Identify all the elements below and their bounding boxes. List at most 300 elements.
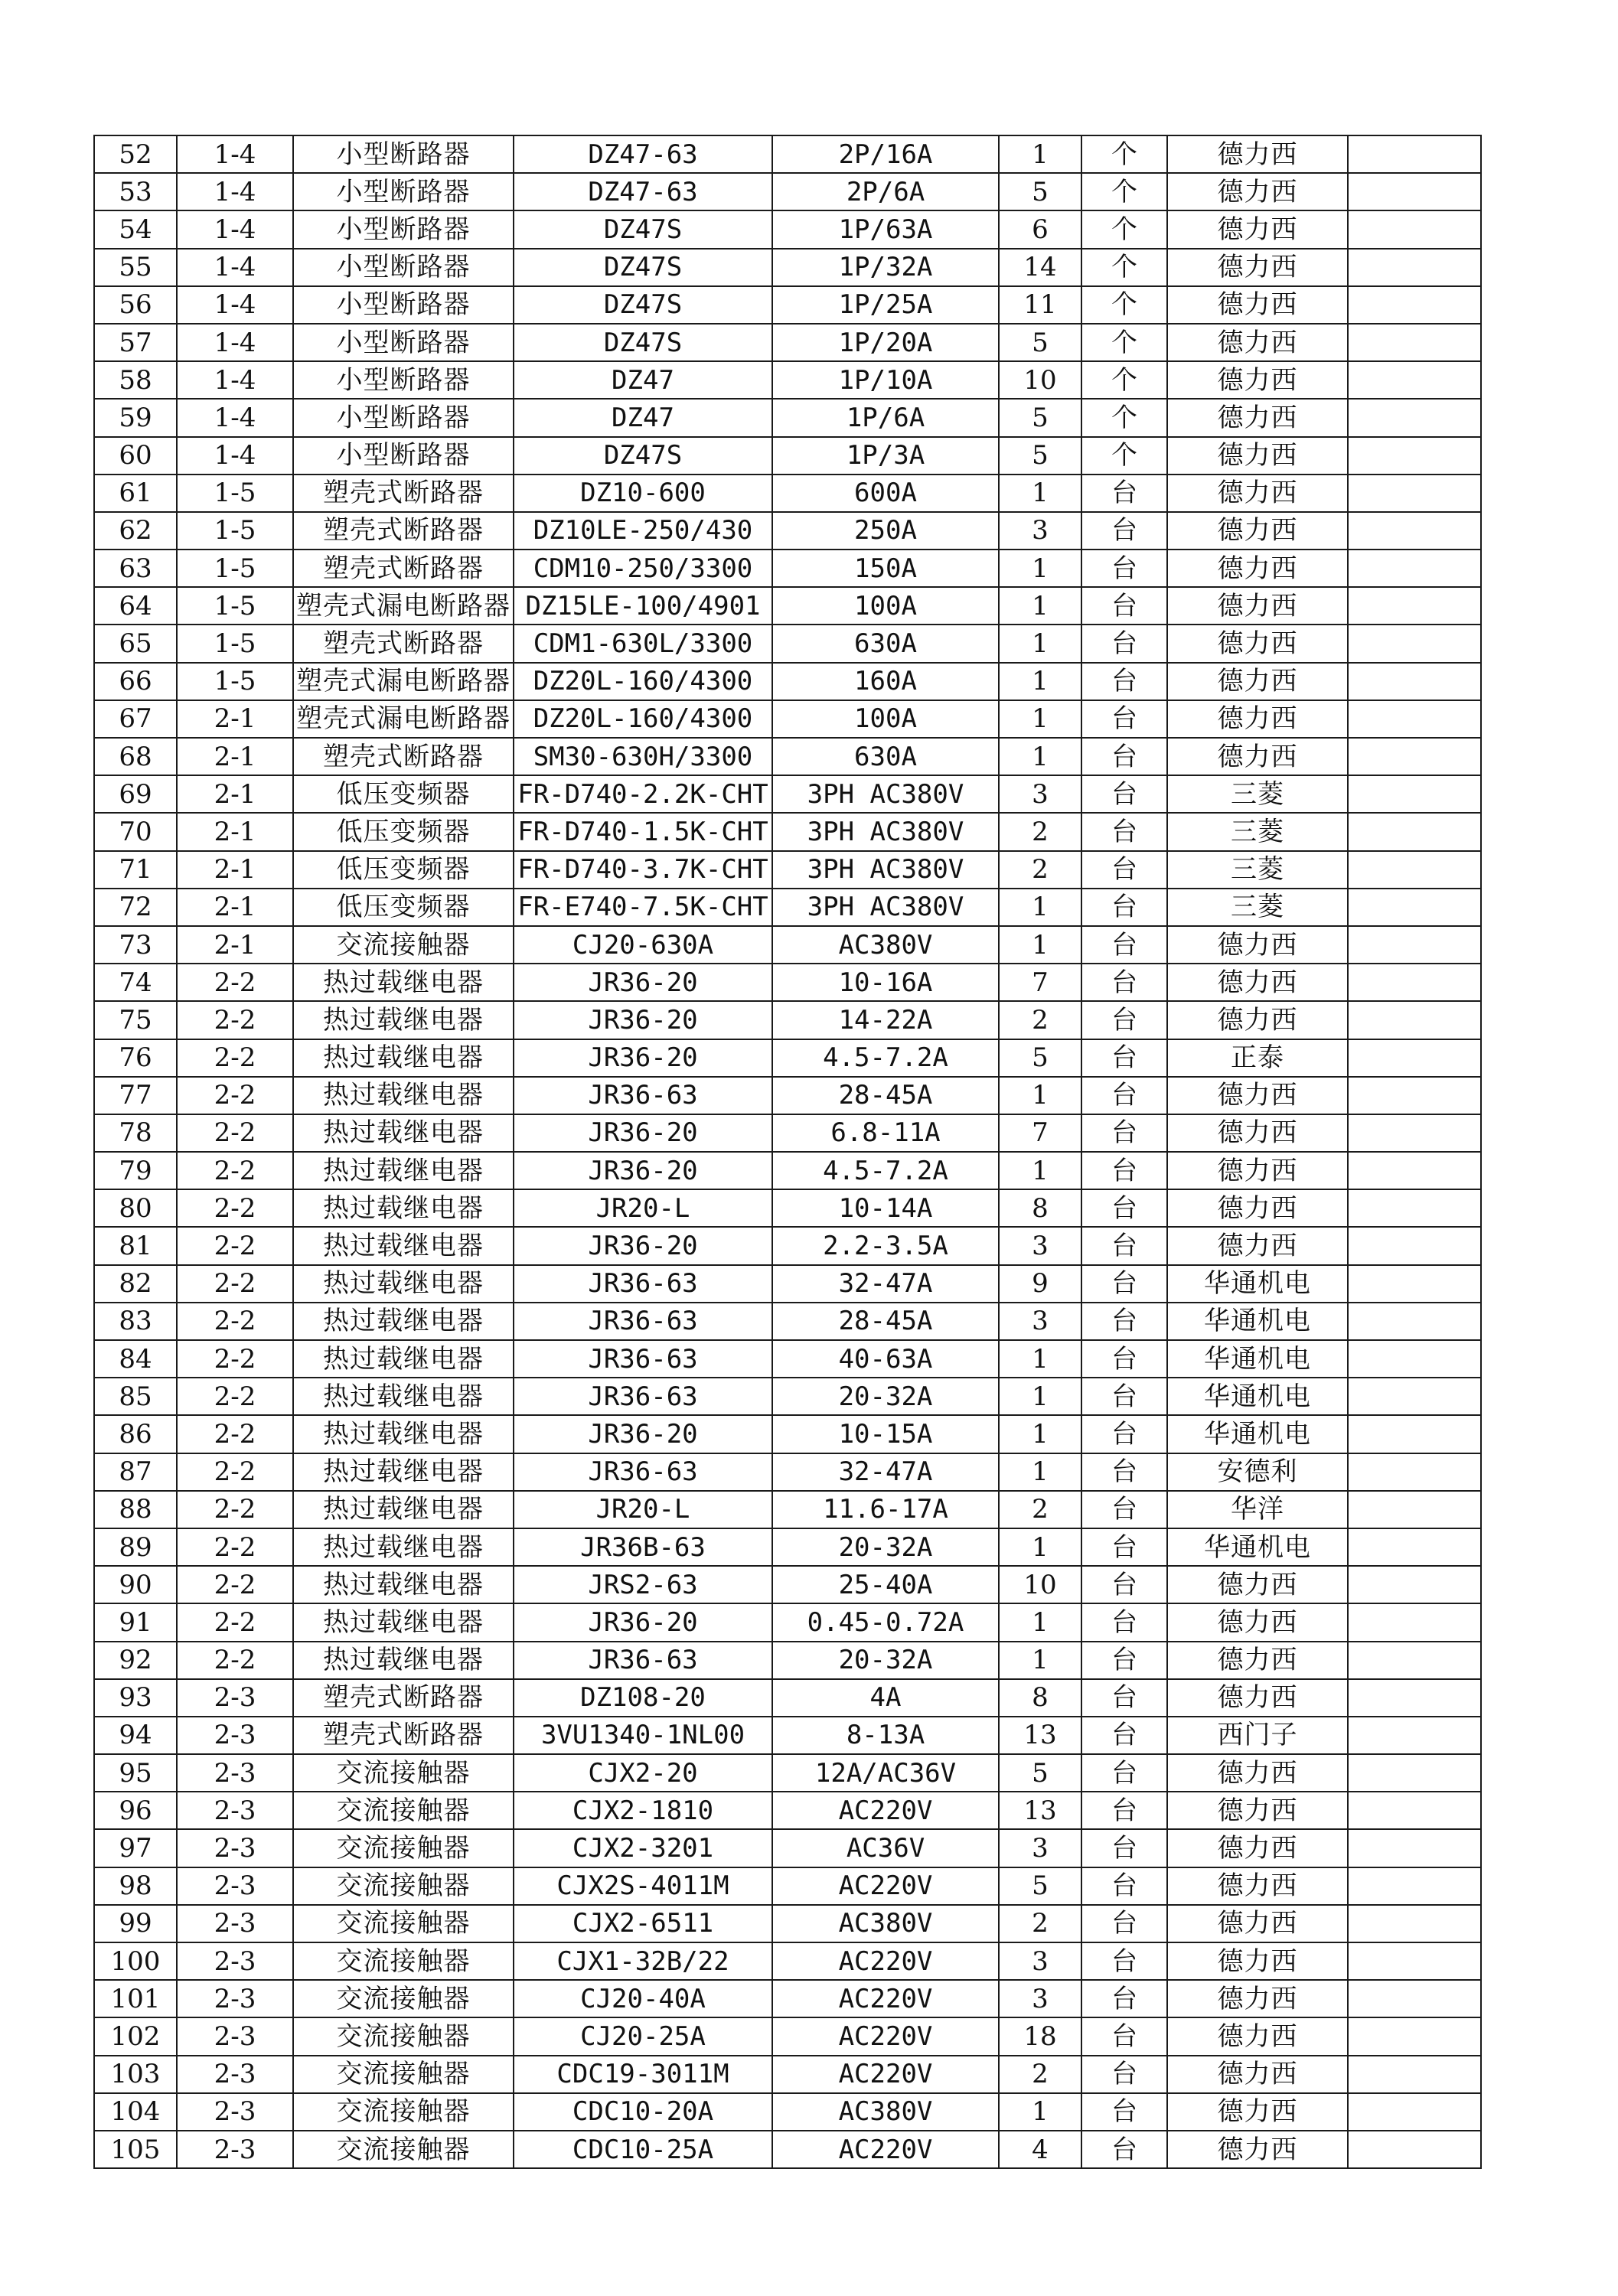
location-code-cell: 2-3 <box>177 2093 293 2131</box>
item-name-cell: 小型断路器 <box>293 135 514 173</box>
note-cell <box>1348 625 1481 662</box>
row-number-cell: 102 <box>94 2017 177 2055</box>
item-name-cell: 塑壳式漏电断路器 <box>293 700 514 738</box>
brand-cell: 德力西 <box>1167 1227 1348 1264</box>
item-name-cell: 热过载继电器 <box>293 1378 514 1415</box>
note-cell <box>1348 2093 1481 2131</box>
spec-cell: 2P/16A <box>772 135 999 173</box>
row-number-cell: 56 <box>94 286 177 324</box>
model-cell: FR-D740-1.5K-CHT <box>514 813 772 850</box>
row-number-cell: 78 <box>94 1114 177 1152</box>
row-number-cell: 64 <box>94 587 177 625</box>
location-code-cell: 2-2 <box>177 1152 293 1189</box>
spec-cell: AC380V <box>772 926 999 964</box>
spec-cell: 1P/20A <box>772 324 999 361</box>
location-code-cell: 2-2 <box>177 1265 293 1303</box>
table-row <box>94 1227 1481 1264</box>
item-name-cell: 塑壳式断路器 <box>293 475 514 512</box>
table-row <box>94 738 1481 775</box>
location-code-cell: 2-2 <box>177 1642 293 1679</box>
unit-cell: 个 <box>1081 286 1167 324</box>
brand-cell: 德力西 <box>1167 249 1348 286</box>
table-row <box>94 550 1481 587</box>
location-code-cell: 2-2 <box>177 1001 293 1039</box>
row-number-cell: 92 <box>94 1642 177 1679</box>
quantity-cell: 5 <box>999 437 1081 475</box>
location-code-cell: 1-4 <box>177 249 293 286</box>
brand-cell: 德力西 <box>1167 286 1348 324</box>
brand-cell: 德力西 <box>1167 700 1348 738</box>
note-cell <box>1348 2017 1481 2055</box>
item-name-cell: 热过载继电器 <box>293 1453 514 1491</box>
model-cell: JR20-L <box>514 1491 772 1528</box>
model-cell: JR36-20 <box>514 1114 772 1152</box>
quantity-cell: 1 <box>999 663 1081 700</box>
quantity-cell: 5 <box>999 1754 1081 1792</box>
quantity-cell: 1 <box>999 1077 1081 1114</box>
row-number-cell: 75 <box>94 1001 177 1039</box>
location-code-cell: 1-4 <box>177 437 293 475</box>
brand-cell: 德力西 <box>1167 587 1348 625</box>
quantity-cell: 2 <box>999 1905 1081 1942</box>
row-number-cell: 89 <box>94 1528 177 1566</box>
spec-cell: 3PH AC380V <box>772 775 999 813</box>
location-code-cell: 1-5 <box>177 625 293 662</box>
table-row <box>94 926 1481 964</box>
unit-cell: 台 <box>1081 1905 1167 1942</box>
brand-cell: 德力西 <box>1167 1189 1348 1227</box>
unit-cell: 台 <box>1081 512 1167 550</box>
location-code-cell: 2-1 <box>177 889 293 926</box>
note-cell <box>1348 738 1481 775</box>
table-row <box>94 700 1481 738</box>
location-code-cell: 2-1 <box>177 738 293 775</box>
location-code-cell: 2-2 <box>177 1227 293 1264</box>
quantity-cell: 2 <box>999 813 1081 850</box>
note-cell <box>1348 1378 1481 1415</box>
model-cell: FR-E740-7.5K-CHT <box>514 889 772 926</box>
quantity-cell: 13 <box>999 1717 1081 1754</box>
note-cell <box>1348 1453 1481 1491</box>
spec-cell: 28-45A <box>772 1303 999 1340</box>
note-cell <box>1348 775 1481 813</box>
unit-cell: 台 <box>1081 964 1167 1001</box>
note-cell <box>1348 1189 1481 1227</box>
unit-cell: 台 <box>1081 1679 1167 1717</box>
spec-cell: 11.6-17A <box>772 1491 999 1528</box>
spec-cell: AC220V <box>772 1980 999 2017</box>
note-cell <box>1348 587 1481 625</box>
model-cell: DZ10-600 <box>514 475 772 512</box>
row-number-cell: 74 <box>94 964 177 1001</box>
item-name-cell: 热过载继电器 <box>293 1415 514 1453</box>
row-number-cell: 61 <box>94 475 177 512</box>
model-cell: CDC10-25A <box>514 2131 772 2168</box>
unit-cell: 台 <box>1081 1566 1167 1603</box>
quantity-cell: 1 <box>999 926 1081 964</box>
unit-cell: 台 <box>1081 2017 1167 2055</box>
unit-cell: 台 <box>1081 2131 1167 2168</box>
unit-cell: 台 <box>1081 2056 1167 2093</box>
brand-cell: 德力西 <box>1167 1077 1348 1114</box>
note-cell <box>1348 700 1481 738</box>
brand-cell: 德力西 <box>1167 550 1348 587</box>
item-name-cell: 热过载继电器 <box>293 1603 514 1641</box>
spec-cell: 14-22A <box>772 1001 999 1039</box>
quantity-cell: 2 <box>999 851 1081 889</box>
row-number-cell: 100 <box>94 1942 177 1980</box>
note-cell <box>1348 1679 1481 1717</box>
unit-cell: 台 <box>1081 1942 1167 1980</box>
table-row <box>94 1942 1481 1980</box>
row-number-cell: 82 <box>94 1265 177 1303</box>
location-code-cell: 1-4 <box>177 286 293 324</box>
table-row <box>94 663 1481 700</box>
location-code-cell: 2-3 <box>177 2017 293 2055</box>
model-cell: JR20-L <box>514 1189 772 1227</box>
row-number-cell: 97 <box>94 1829 177 1867</box>
brand-cell: 德力西 <box>1167 1905 1348 1942</box>
model-cell: JR36-63 <box>514 1303 772 1340</box>
model-cell: FR-D740-3.7K-CHT <box>514 851 772 889</box>
model-cell: DZ10LE-250/430 <box>514 512 772 550</box>
note-cell <box>1348 1152 1481 1189</box>
note-cell <box>1348 135 1481 173</box>
row-number-cell: 81 <box>94 1227 177 1264</box>
note-cell <box>1348 1754 1481 1792</box>
brand-cell: 三菱 <box>1167 889 1348 926</box>
unit-cell: 台 <box>1081 550 1167 587</box>
item-name-cell: 小型断路器 <box>293 286 514 324</box>
note-cell <box>1348 813 1481 850</box>
model-cell: JR36-20 <box>514 1415 772 1453</box>
spec-cell: 4.5-7.2A <box>772 1039 999 1077</box>
equipment-table <box>93 135 1482 2169</box>
quantity-cell: 1 <box>999 475 1081 512</box>
note-cell <box>1348 1867 1481 1905</box>
model-cell: JR36-63 <box>514 1340 772 1378</box>
table-row <box>94 775 1481 813</box>
model-cell: DZ47S <box>514 437 772 475</box>
location-code-cell: 2-3 <box>177 1867 293 1905</box>
note-cell <box>1348 550 1481 587</box>
table-row <box>94 1340 1481 1378</box>
model-cell: JR36-20 <box>514 1001 772 1039</box>
quantity-cell: 1 <box>999 550 1081 587</box>
model-cell: CJX2-3201 <box>514 1829 772 1867</box>
table-row <box>94 2017 1481 2055</box>
brand-cell: 西门子 <box>1167 1717 1348 1754</box>
brand-cell: 德力西 <box>1167 1679 1348 1717</box>
note-cell <box>1348 1491 1481 1528</box>
unit-cell: 台 <box>1081 1754 1167 1792</box>
quantity-cell: 3 <box>999 1942 1081 1980</box>
note-cell <box>1348 210 1481 248</box>
row-number-cell: 53 <box>94 173 177 210</box>
quantity-cell: 5 <box>999 173 1081 210</box>
item-name-cell: 低压变频器 <box>293 851 514 889</box>
note-cell <box>1348 1528 1481 1566</box>
item-name-cell: 热过载继电器 <box>293 964 514 1001</box>
spec-cell: 160A <box>772 663 999 700</box>
location-code-cell: 1-4 <box>177 173 293 210</box>
note-cell <box>1348 173 1481 210</box>
table-row <box>94 173 1481 210</box>
row-number-cell: 59 <box>94 399 177 436</box>
brand-cell: 德力西 <box>1167 2017 1348 2055</box>
quantity-cell: 1 <box>999 1528 1081 1566</box>
location-code-cell: 2-2 <box>177 1378 293 1415</box>
model-cell: SM30-630H/3300 <box>514 738 772 775</box>
model-cell: DZ47 <box>514 399 772 436</box>
quantity-cell: 10 <box>999 1566 1081 1603</box>
brand-cell: 德力西 <box>1167 135 1348 173</box>
table-row <box>94 2056 1481 2093</box>
brand-cell: 德力西 <box>1167 437 1348 475</box>
location-code-cell: 2-3 <box>177 2056 293 2093</box>
note-cell <box>1348 475 1481 512</box>
note-cell <box>1348 1829 1481 1867</box>
item-name-cell: 交流接触器 <box>293 2017 514 2055</box>
brand-cell: 华通机电 <box>1167 1528 1348 1566</box>
quantity-cell: 3 <box>999 1303 1081 1340</box>
unit-cell: 台 <box>1081 1642 1167 1679</box>
brand-cell: 德力西 <box>1167 2131 1348 2168</box>
quantity-cell: 1 <box>999 1152 1081 1189</box>
brand-cell: 正泰 <box>1167 1039 1348 1077</box>
brand-cell: 德力西 <box>1167 1867 1348 1905</box>
quantity-cell: 1 <box>999 625 1081 662</box>
spec-cell: AC380V <box>772 1905 999 1942</box>
quantity-cell: 1 <box>999 889 1081 926</box>
item-name-cell: 热过载继电器 <box>293 1039 514 1077</box>
item-name-cell: 低压变频器 <box>293 813 514 850</box>
model-cell: DZ47-63 <box>514 135 772 173</box>
row-number-cell: 65 <box>94 625 177 662</box>
location-code-cell: 2-3 <box>177 1792 293 1829</box>
table-body <box>94 135 1481 2168</box>
table-row <box>94 1717 1481 1754</box>
location-code-cell: 1-4 <box>177 324 293 361</box>
item-name-cell: 塑壳式漏电断路器 <box>293 663 514 700</box>
spec-cell: 10-14A <box>772 1189 999 1227</box>
row-number-cell: 54 <box>94 210 177 248</box>
unit-cell: 台 <box>1081 1265 1167 1303</box>
location-code-cell: 2-2 <box>177 1303 293 1340</box>
quantity-cell: 5 <box>999 399 1081 436</box>
location-code-cell: 1-5 <box>177 512 293 550</box>
item-name-cell: 热过载继电器 <box>293 1227 514 1264</box>
model-cell: JRS2-63 <box>514 1566 772 1603</box>
spec-cell: 25-40A <box>772 1566 999 1603</box>
row-number-cell: 105 <box>94 2131 177 2168</box>
location-code-cell: 2-3 <box>177 1754 293 1792</box>
table-row <box>94 1265 1481 1303</box>
quantity-cell: 10 <box>999 361 1081 399</box>
spec-cell: 150A <box>772 550 999 587</box>
brand-cell: 德力西 <box>1167 1642 1348 1679</box>
unit-cell: 台 <box>1081 1077 1167 1114</box>
brand-cell: 德力西 <box>1167 1792 1348 1829</box>
unit-cell: 台 <box>1081 475 1167 512</box>
brand-cell: 德力西 <box>1167 1603 1348 1641</box>
brand-cell: 德力西 <box>1167 738 1348 775</box>
unit-cell: 个 <box>1081 210 1167 248</box>
row-number-cell: 67 <box>94 700 177 738</box>
note-cell <box>1348 851 1481 889</box>
brand-cell: 德力西 <box>1167 964 1348 1001</box>
model-cell: 3VU1340-1NL00 <box>514 1717 772 1754</box>
spec-cell: 2.2-3.5A <box>772 1227 999 1264</box>
unit-cell: 台 <box>1081 587 1167 625</box>
quantity-cell: 9 <box>999 1265 1081 1303</box>
item-name-cell: 交流接触器 <box>293 2056 514 2093</box>
model-cell: DZ20L-160/4300 <box>514 700 772 738</box>
item-name-cell: 小型断路器 <box>293 249 514 286</box>
brand-cell: 华洋 <box>1167 1491 1348 1528</box>
brand-cell: 德力西 <box>1167 926 1348 964</box>
table-row <box>94 2093 1481 2131</box>
unit-cell: 个 <box>1081 437 1167 475</box>
item-name-cell: 热过载继电器 <box>293 1528 514 1566</box>
location-code-cell: 2-3 <box>177 1717 293 1754</box>
location-code-cell: 2-2 <box>177 1039 293 1077</box>
spec-cell: 1P/10A <box>772 361 999 399</box>
row-number-cell: 68 <box>94 738 177 775</box>
spec-cell: 32-47A <box>772 1265 999 1303</box>
row-number-cell: 91 <box>94 1603 177 1641</box>
unit-cell: 台 <box>1081 738 1167 775</box>
note-cell <box>1348 399 1481 436</box>
spec-cell: 1P/6A <box>772 399 999 436</box>
item-name-cell: 交流接触器 <box>293 1905 514 1942</box>
model-cell: CDM10-250/3300 <box>514 550 772 587</box>
unit-cell: 台 <box>1081 1867 1167 1905</box>
brand-cell: 德力西 <box>1167 1980 1348 2017</box>
quantity-cell: 2 <box>999 1001 1081 1039</box>
note-cell <box>1348 1303 1481 1340</box>
item-name-cell: 塑壳式断路器 <box>293 1717 514 1754</box>
quantity-cell: 3 <box>999 512 1081 550</box>
row-number-cell: 95 <box>94 1754 177 1792</box>
table-row <box>94 889 1481 926</box>
model-cell: JR36B-63 <box>514 1528 772 1566</box>
table-row <box>94 1905 1481 1942</box>
row-number-cell: 87 <box>94 1453 177 1491</box>
unit-cell: 台 <box>1081 1303 1167 1340</box>
item-name-cell: 交流接触器 <box>293 1980 514 2017</box>
model-cell: CDC19-3011M <box>514 2056 772 2093</box>
spec-cell: 12A/AC36V <box>772 1754 999 1792</box>
table-row <box>94 437 1481 475</box>
brand-cell: 德力西 <box>1167 1114 1348 1152</box>
brand-cell: 三菱 <box>1167 813 1348 850</box>
item-name-cell: 小型断路器 <box>293 173 514 210</box>
location-code-cell: 1-4 <box>177 135 293 173</box>
item-name-cell: 交流接触器 <box>293 1829 514 1867</box>
row-number-cell: 77 <box>94 1077 177 1114</box>
row-number-cell: 98 <box>94 1867 177 1905</box>
spec-cell: AC220V <box>772 2131 999 2168</box>
note-cell <box>1348 964 1481 1001</box>
quantity-cell: 1 <box>999 135 1081 173</box>
note-cell <box>1348 1942 1481 1980</box>
spec-cell: 28-45A <box>772 1077 999 1114</box>
spec-cell: 32-47A <box>772 1453 999 1491</box>
note-cell <box>1348 1039 1481 1077</box>
unit-cell: 台 <box>1081 1152 1167 1189</box>
location-code-cell: 1-5 <box>177 663 293 700</box>
quantity-cell: 1 <box>999 1340 1081 1378</box>
unit-cell: 台 <box>1081 1001 1167 1039</box>
unit-cell: 台 <box>1081 1114 1167 1152</box>
table-row <box>94 1077 1481 1114</box>
row-number-cell: 96 <box>94 1792 177 1829</box>
location-code-cell: 2-2 <box>177 1340 293 1378</box>
location-code-cell: 2-1 <box>177 700 293 738</box>
model-cell: JR36-20 <box>514 1227 772 1264</box>
quantity-cell: 11 <box>999 286 1081 324</box>
item-name-cell: 交流接触器 <box>293 926 514 964</box>
model-cell: DZ47-63 <box>514 173 772 210</box>
brand-cell: 德力西 <box>1167 475 1348 512</box>
unit-cell: 台 <box>1081 1980 1167 2017</box>
quantity-cell: 5 <box>999 1039 1081 1077</box>
model-cell: JR36-63 <box>514 1453 772 1491</box>
unit-cell: 台 <box>1081 889 1167 926</box>
item-name-cell: 塑壳式断路器 <box>293 512 514 550</box>
item-name-cell: 塑壳式断路器 <box>293 738 514 775</box>
location-code-cell: 2-2 <box>177 1114 293 1152</box>
location-code-cell: 2-2 <box>177 1453 293 1491</box>
spec-cell: 600A <box>772 475 999 512</box>
table-row <box>94 1642 1481 1679</box>
location-code-cell: 2-3 <box>177 1905 293 1942</box>
location-code-cell: 2-2 <box>177 1603 293 1641</box>
spec-cell: 20-32A <box>772 1378 999 1415</box>
unit-cell: 台 <box>1081 1227 1167 1264</box>
location-code-cell: 2-3 <box>177 1980 293 2017</box>
row-number-cell: 94 <box>94 1717 177 1754</box>
spec-cell: 100A <box>772 587 999 625</box>
brand-cell: 德力西 <box>1167 1754 1348 1792</box>
note-cell <box>1348 1077 1481 1114</box>
table-row <box>94 1566 1481 1603</box>
note-cell <box>1348 249 1481 286</box>
row-number-cell: 57 <box>94 324 177 361</box>
table-row <box>94 324 1481 361</box>
quantity-cell: 6 <box>999 210 1081 248</box>
item-name-cell: 交流接触器 <box>293 1754 514 1792</box>
spec-cell: 10-15A <box>772 1415 999 1453</box>
unit-cell: 台 <box>1081 625 1167 662</box>
spec-cell: 250A <box>772 512 999 550</box>
model-cell: CJ20-40A <box>514 1980 772 2017</box>
location-code-cell: 2-3 <box>177 1829 293 1867</box>
row-number-cell: 85 <box>94 1378 177 1415</box>
brand-cell: 德力西 <box>1167 663 1348 700</box>
note-cell <box>1348 1265 1481 1303</box>
note-cell <box>1348 286 1481 324</box>
brand-cell: 三菱 <box>1167 775 1348 813</box>
location-code-cell: 2-3 <box>177 2131 293 2168</box>
table-row <box>94 1114 1481 1152</box>
model-cell: JR36-63 <box>514 1265 772 1303</box>
table-row <box>94 1867 1481 1905</box>
item-name-cell: 小型断路器 <box>293 210 514 248</box>
item-name-cell: 交流接触器 <box>293 1792 514 1829</box>
unit-cell: 台 <box>1081 851 1167 889</box>
